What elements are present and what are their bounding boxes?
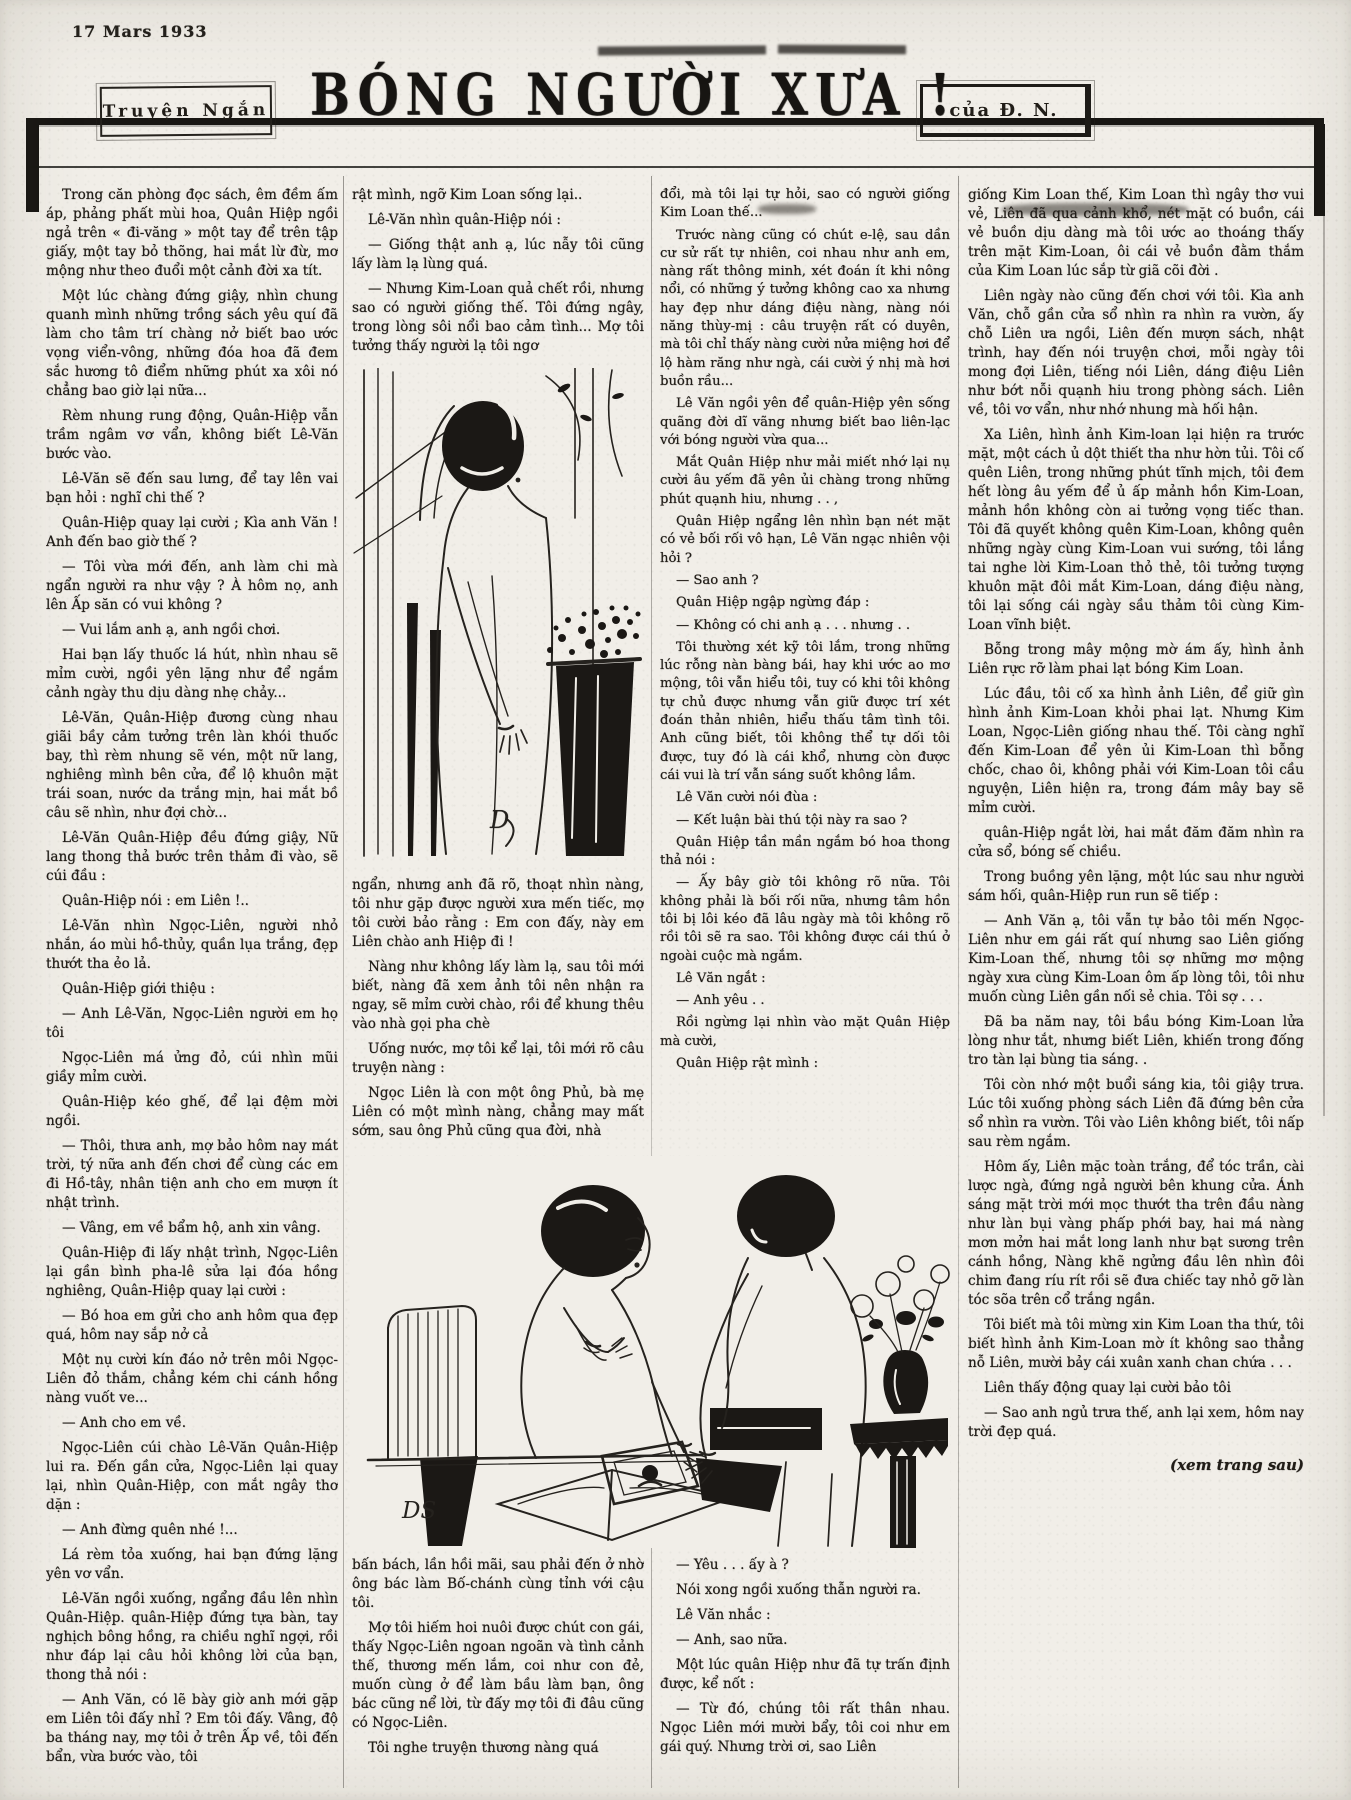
byline-box (920, 84, 1091, 137)
story-paragraph: — Anh, sao nữa. (676, 1632, 788, 1648)
story-column-1 (46, 186, 338, 1788)
story-paragraph: Lê-Văn sẽ đến sau lưng, để tay lên vai bạn hỏi : nghĩ chi thế ? (46, 471, 338, 506)
story-paragraph: Quân-Hiệp nói : em Liên !.. (62, 893, 249, 909)
story-paragraph: rật mình, ngỡ Kim Loan sống lại.. (352, 187, 583, 203)
illustration-2-svg (350, 1156, 950, 1548)
kicker-box (100, 85, 273, 137)
story-paragraph: Quân-Hiệp giới thiệu : (62, 981, 215, 997)
story-paragraph: Tôi nghe truyện thương nàng quá (368, 1740, 599, 1756)
story-paragraph: giống Kim Loan thế, Kim Loan thì ngây thơ vui vẻ, Liên đã qua cảnh khổ, nét mặt có buồn, cái vẻ buồn dịu dàng mà tôi ước ao thoáng thấy trên mặt Kim-Loan, ôi cái vẻ buồn đằm thắm của Kim Loan lúc sắp từ giã cõi đời . (968, 187, 1304, 279)
artist-monogram-1: D (490, 806, 510, 834)
story-paragraph: — Anh Lê-Văn, Ngọc-Liên người em họ tôi (46, 1006, 338, 1041)
story-title: BÓNG NGƯỜI XƯA ! (310, 62, 958, 130)
story-paragraph: Quân Hiệp rật mình : (676, 1056, 819, 1072)
story-paragraph: Quân Hiệp tần mần ngắm bó hoa thong thả nói : (660, 834, 950, 869)
story-paragraph: — Thôi, thưa anh, mợ bảo hôm nay mát trời, tý nữa anh đến chơi để cùng các em đi Hồ-tây, nhân tiện anh cho em mượn ít nhật trình. (46, 1138, 338, 1211)
story-paragraph: Lê Văn nhắc : (676, 1607, 771, 1623)
story-paragraph: — Sao anh ? (676, 572, 759, 588)
story-column-2 (352, 186, 644, 1152)
story-paragraph: Tôi thường xét kỹ tôi lắm, trong những lúc rỗng nàn bàng bái, hay khi ước ao mơ mộng, tôi vẫn hiểu tôi, tuy có khi tôi không tự chủ được nhưng vẫn giữ được trí xét đoán thản nhiên, hiểu thấu tâm tình tôi. Anh cũng biết, tôi không thể tự dối tôi được, tuy đó là cái khổ, nhưng còn được cái vui là trí vẫn sáng suốt không lầm. (660, 639, 950, 783)
story-paragraph: Liên thấy động quay lại cười bảo tôi (984, 1380, 1231, 1396)
story-paragraph: Một lúc chàng đứng giậy, nhìn chung quanh mình những trồng sách yêu quí đã làm cho tâm trí chàng nở biết bao ước vọng viển-vông, những đóa hoa đã đem sắc hương tô điểm những phút xa xôi nó chẳng bao giờ lại nữa... (46, 288, 338, 399)
story-column-2-bottom (352, 1556, 644, 1788)
story-paragraph: Mợ tôi hiếm hoi nuôi được chút con gái, thấy Ngọc-Liên ngoan ngoãn và tình cảnh thế, thương mến lắm, coi như con đẻ, muốn cùng ở để làm bầu làm bạn, ông bác cũng nể lời, từ đấy mợ tôi đi đâu cũng có Ngọc-Liên. (352, 1620, 644, 1731)
story-paragraph: Nàng như không lấy làm lạ, sau tôi mới biết, nàng đã xem ảnh tôi nên nhận ra ngay, sẽ mỉm cười chào, rồi để khung thêu vào nhà gọi pha chè (352, 959, 644, 1032)
story-column-4 (968, 186, 1304, 1798)
continuation-note: (xem trang sau) (1169, 1456, 1304, 1474)
story-paragraph: Lê-Văn Quân-Hiệp đều đứng giậy, Nữ lang thong thả bước trên thảm đi vào, sẽ cúi đầu : (46, 830, 338, 884)
story-paragraph: Trong buồng yên lặng, một lúc sau như người sám hối, quân-Hiệp run run sẽ tiếp : (968, 869, 1304, 904)
story-paragraph: Một lúc quân Hiệp như đã tự trấn định được, kể nốt : (660, 1657, 950, 1692)
story-paragraph: Lê Văn ngồi yên để quân-Hiệp yên sống quãng đời dĩ vãng nhưng biết bao liên-lạc với bóng người vừa qua... (660, 396, 950, 448)
kicker-label: Truyện Ngắn (102, 100, 270, 122)
story-paragraph: — Ấy bây giờ tôi không rõ nữa. Tôi không phải là bối rối nữa, nhưng tâm hồn tôi bị lôi kéo đã lâu ngày mà tôi không rõ rồi tôi sẽ ra sao. Tôi không được cái thú ở ngoài cuộc mà ngắm. (660, 875, 950, 964)
story-paragraph: Liên ngày nào cũng đến chơi với tôi. Kìa anh Văn, chỗ gần cửa sổ nhìn ra nhìn ra vườn, ấy chỗ Liên ưa ngồi, Liên đến mượn sách, nhật trình, hay đến nói truyện chơi, mỗi ngày tôi mong đợi Liên, tiếng nói Liên, dáng điệu Liên như bớt nỗi quạnh hiu trong phòng sách. Liên về, tôi vơ vẩn, như nhớ nhung mà hối hận. (968, 288, 1304, 418)
story-paragraph: Lê-Văn nhìn quân-Hiệp nói : (368, 212, 561, 228)
title-underline-rule (26, 166, 1324, 168)
story-paragraph: — Anh cho em về. (62, 1415, 187, 1431)
story-paragraph: Lê-Văn, Quân-Hiệp đương cùng nhau giãi bầy cảm tưởng trên làn khói thuốc bay, thì rèm nhung sẽ vén, một nữ lang, nghiêng mình bên cửa, để lộ khuôn mặt trái soan, nước da trắng mịn, hai mắt bồ câu sẽ nhìn, như đợi chờ... (46, 710, 338, 821)
story-paragraph: — Sao anh ngủ trưa thế, anh lại xem, hôm nay trời đẹp quá. (968, 1405, 1304, 1440)
story-paragraph: Mắt Quân Hiệp như mải miết nhớ lại nụ cười âu yếm đã yên ủi chàng trong những phút quạnh hiu, nhưng . . , (660, 455, 950, 507)
story-paragraph: Quân-Hiệp đi lấy nhật trình, Ngọc-Liên lại gần bình pha-lê sửa lại đóa hồng nghiêng, Quân-Hiệp quay lại cười : (46, 1245, 338, 1299)
byline-label: của Đ. N. (949, 99, 1059, 121)
issue-date: 17 Mars 1933 (72, 22, 208, 41)
story-paragraph: — Kết luận bài thú tội này ra sao ? (676, 812, 908, 828)
story-paragraph: Quân-Hiệp quay lại cười ; Kìa anh Văn ! Anh đến bao giờ thế ? (46, 515, 338, 550)
story-paragraph: Quân Hiệp ngập ngừng đáp : (676, 595, 870, 611)
story-paragraph: Lê-Văn ngồi xuống, ngẩng đầu lên nhìn Quân-Hiệp. quân-Hiệp đứng tựa bàn, tay nghịch bông hồng, ra chiều nghĩ ngợi, rồi như đáp lại câu hỏi không lời của bạn, thong thả nói : (46, 1591, 338, 1683)
story-paragraph: Lê Văn cười nói đùa : (676, 790, 818, 806)
column-2-mid-text (352, 876, 644, 1141)
story-paragraph: — Anh Văn, có lẽ bày giờ anh mới gặp em Liên tôi đấy nhỉ ? Em tôi đấy. Vâng, độ ba tháng nay, mợ tôi ở trên Ấp về, tôi đến bẩn, vừa bước vào, tôi (46, 1692, 338, 1765)
story-paragraph: — Anh yêu . . (676, 993, 765, 1009)
illustration-1-svg (352, 368, 642, 860)
story-paragraph: Đã ba năm nay, tôi bầu bóng Kim-Loan lửa lòng như tắt, nhưng biết Liên, khiến trong đống tro tàn lại bùng tia sáng. . (968, 1014, 1304, 1068)
story-paragraph: — Anh đừng quên nhé !... (62, 1522, 238, 1538)
story-paragraph: Bỗng trong mây mộng mờ ám ấy, hình ảnh Liên rực rỡ làm phai lạt bóng Kim Loan. (968, 642, 1304, 677)
story-paragraph: — Anh Văn ạ, tôi vẫn tự bảo tôi mến Ngọc-Liên như em gái rất quí nhưng sao Liên giống Kim-Loan thế, nhưng tôi sợ những mơ mộng ngày xưa cùng Kim-Loan ôm ấp lòng tôi, tôi như muốn cùng Liên gần nối sẻ chia. Tôi sợ . . . (968, 913, 1304, 1005)
story-paragraph: Hôm ấy, Liên mặc toàn trắng, để tóc trần, cài lược ngà, đứng ngả người bên khung cửa. Ánh sáng mặt trời mới mọc thướt tha trên đầu nàng như làn bụi vàng phấp phới bay, hai má nàng mơn mởn hai mắt long lanh như bạt sương trên cánh hồng, Nàng khẽ ngửng đầu lên nhìn đôi chim đang ríu rít rồi sẽ đưa chiếc tay nhỏ gỡ làn tóc sõa trên cổ trắng ngần. (968, 1159, 1304, 1308)
artist-monogram-2: DS (402, 1498, 437, 1524)
story-paragraph: Một nụ cười kín đáo nở trên môi Ngọc-Liên đỏ thắm, chẳng kém chi cánh hồng nàng vuốt ve... (46, 1352, 338, 1406)
illustration-couple-at-table (350, 1156, 950, 1552)
column-4-text (968, 186, 1304, 1442)
story-paragraph: Rồi ngừng lại nhìn vào mặt Quân Hiệp mà cười, (660, 1015, 950, 1049)
story-column-3 (660, 186, 950, 1150)
story-paragraph: Tôi biết mà tôi mừng xin Kim Loan tha thứ, tôi biết hình ảnh Kim-Loan mờ ít không sao thẳng nỗ Liên, mười bảy cái xuân xanh chan chứa . . . (968, 1317, 1304, 1371)
running-head-smudge (778, 45, 906, 55)
story-paragraph: — Tôi vừa mới đến, anh làm chi mà ngẩn người ra như vậy ? À hôm nọ, anh lên Ấp săn có vui không ? (46, 559, 338, 613)
story-paragraph: Nói xong ngồi xuống thẫn người ra. (676, 1582, 921, 1598)
frame-bar-right (1314, 124, 1325, 216)
story-paragraph: — Yêu . . . ấy à ? (676, 1557, 789, 1573)
running-head-smudge (598, 45, 766, 55)
story-paragraph: — Giống thật anh ạ, lúc nẫy tôi cũng lấy làm lạ lùng quá. (352, 237, 644, 272)
story-paragraph: Quân Hiệp ngẩng lên nhìn bạn nét mặt có vẻ bối rối vô hạn, Lê Văn ngạc nhiên vội hỏi ? (660, 514, 950, 566)
story-paragraph: Hai bạn lấy thuốc lá hút, nhìn nhau sẽ mỉm cười, ngồi yên lặng như để ngắm cảnh ngày thu dịu dàng nhẹ chảy... (46, 647, 338, 701)
frame-bar-left (26, 124, 39, 212)
column-2-top-text (352, 186, 644, 356)
story-paragraph: Trước nàng cũng có chút e-lệ, sau dần cư sử rất tự nhiên, coi nhau như anh em, nàng rất thông minh, xét đoán ít khi nông nổi, có những ý tưởng không cao xa nhưng hay đẹp như dáng điệu nàng, nàng nói năng thùy-mị : câu truyện rất có duyên, mà tôi chỉ thấy nàng cười nửa miệng hơi để lộ hàm răng như ngà, cái cười ý nhị mà hơi buồn rầu... (660, 227, 950, 389)
column-divider (343, 176, 344, 1788)
story-paragraph: Ngọc Liên là con một ông Phủ, bà mẹ Liên có một mình nàng, chẳng may mất sớm, sau ông Phủ cũng qua đời, nhà (352, 1085, 644, 1139)
story-paragraph: quân-Hiệp ngắt lời, hai mắt đăm đăm nhìn ra cửa sổ, bóng sế chiều. (968, 825, 1304, 860)
story-paragraph: — Vâng, em về bẩm hộ, anh xin vâng. (62, 1220, 321, 1236)
story-paragraph: Lê Văn ngắt : (676, 970, 766, 986)
illustration-woman-at-window (352, 368, 644, 866)
story-paragraph: Lá rèm tỏa xuống, hai bạn đứng lặng yên vơ vẩn. (46, 1547, 338, 1582)
story-paragraph: ngẩn, nhưng anh đã rõ, thoạt nhìn nàng, tôi như gặp được người xưa mến tiếc, mợ tôi cười bảo rằng : Em con đấy, này em Liên chào anh Hiệp đi ! (352, 877, 644, 950)
story-paragraph: Trong căn phòng đọc sách, êm đềm ấm áp, phảng phất mùi hoa, Quân Hiệp ngồi ngả trên « đi-văng » một tay để trên tập giấy, một tay bỏ thõng, hai mắt lừ đừ, mơ mộng như theo đuổi một cảnh đời xa tít. (46, 187, 338, 279)
frame-edge-right (1323, 216, 1325, 1116)
story-paragraph: — Từ đó, chúng tôi rất thân nhau. Ngọc Liên mới mười bẩy, tôi coi như em gái quý. Nhưng trời ơi, sao Liên (660, 1701, 950, 1755)
story-paragraph: bấn bách, lần hồi mãi, sau phải đến ở nhờ ông bác làm Bố-chánh cùng tỉnh với cậu tôi. (352, 1557, 644, 1611)
story-paragraph: — Nhưng Kim-Loan quả chết rồi, nhưng sao có người giống thế. Tôi đứng ngây, trong lòng sôi nổi bao cảm tình... Mợ tôi tưởng thấy người lạ tôi ngơ (352, 281, 644, 354)
story-paragraph: — Bó hoa em gửi cho anh hôm qua đẹp quá, hôm nay sắp nở cả (46, 1308, 338, 1343)
column-divider (958, 176, 959, 1788)
story-paragraph: đổi, mà tôi lại tự hỏi, sao có người giống Kim Loan thế... (660, 187, 950, 221)
story-paragraph: Tôi còn nhớ một buổi sáng kia, tôi giậy trưa. Lúc tôi xuống phòng sách Liên đã đứng bên cửa sổ nhìn ra vườn. Tôi vào Liên không biết, tôi nấp sau rèm ngắm. (968, 1077, 1304, 1150)
story-paragraph: — Không có chi anh ạ . . . nhưng . . (676, 617, 911, 633)
story-paragraph: Rèm nhung rung động, Quân-Hiệp vẫn trầm ngâm vơ vẩn, không biết Lê-Văn bước vào. (46, 408, 338, 462)
story-paragraph: Lúc đầu, tôi cố xa hình ảnh Liên, để giữ gìn hình ảnh Kim-Loan khỏi phai lạt. Nhưng Kim Loan, Ngọc-Liên giống nhau thế. Tôi càng nghĩ đến Kim-Loan để yên ủi Kim-Loan thì bỗng chốc, chao ôi, không phải với Kim-Loan tôi cầu nguyện, Liên hiện ra, trong đám mây bay sẽ mỉm cười. (968, 686, 1304, 816)
story-paragraph: Xa Liên, hình ảnh Kim-loan lại hiện ra trước mặt, một cách ủ dột thiết tha như hờn tủi. Tôi cố quên Liên, trong những phút tĩnh mịch, tôi đem hết lòng âu yếm để ủ ấp mảnh hồn Kim-Loan, mảnh hồn không còn ai tưởng vọng tiếc than. Tôi đã quyết không quên Kim-Loan, không quên những ngày cùng Kim-Loan vui sướng, tôi lắng tai nghe lời Kim-Loan thỏ thẻ, tôi tưởng tượng khuôn mặt đôi mắt Kim-Loan, dáng điệu nàng, tôi lại sống cái ngày sầu thảm tôi cùng Kim-Loan vĩnh biệt. (968, 427, 1304, 633)
story-paragraph: Ngọc-Liên má ửng đỏ, cúi nhìn mũi giầy mỉm cười. (46, 1050, 338, 1085)
story-paragraph: Lê-Văn nhìn Ngọc-Liên, người nhỏ nhắn, áo mùi hồ-thủy, quần lụa trắng, đẹp thướt tha ẻo lả. (46, 918, 338, 972)
story-paragraph: — Vui lắm anh ạ, anh ngồi chơi. (62, 622, 281, 638)
story-paragraph: Quân-Hiệp kéo ghế, để lại đệm mời ngồi. (46, 1094, 338, 1129)
story-paragraph: Ngọc-Liên cúi chào Lê-Văn Quân-Hiệp lui ra. Đến gần cửa, Ngọc-Liên lại quay lại, nhìn Quân-Hiệp, con mắt ngây thơ dặn : (46, 1440, 338, 1513)
story-paragraph: Uống nước, mợ tôi kể lại, tôi mới rõ câu truyện nàng : (352, 1041, 644, 1076)
story-column-3-bottom (660, 1556, 950, 1792)
